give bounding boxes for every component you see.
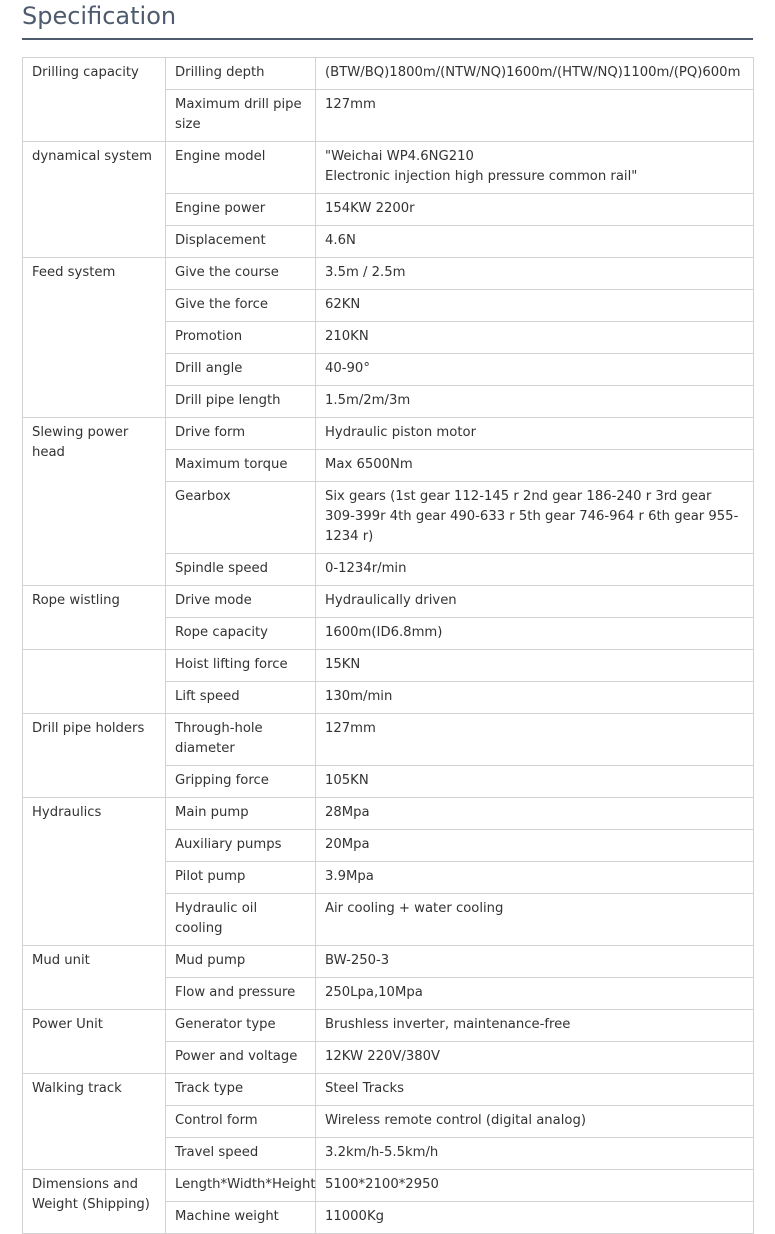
- parameter-value-cell: 3.5m / 2.5m: [316, 258, 754, 290]
- parameter-value-cell: 12KW 220V/380V: [316, 1042, 754, 1074]
- parameter-value-cell: Six gears (1st gear 112-145 r 2nd gear 186-240 r 3rd gear 309-399r 4th gear 490-633 r 5th gear 746-964 r 6th gear 955-1234 r): [316, 482, 754, 554]
- parameter-value-cell: Brushless inverter, maintenance-free: [316, 1010, 754, 1042]
- parameter-value-cell: Hydraulically driven: [316, 586, 754, 618]
- parameter-value-cell: Hydraulic piston motor: [316, 418, 754, 450]
- parameter-value-cell: 1.5m/2m/3m: [316, 386, 754, 418]
- parameter-value-cell: 3.2km/h-5.5km/h: [316, 1138, 754, 1170]
- table-row: [23, 418, 754, 450]
- parameter-name-cell: Gripping force: [166, 766, 316, 798]
- category-cell: Rope wistling: [23, 586, 166, 650]
- parameter-name-cell: Hydraulic oil cooling: [166, 894, 316, 946]
- category-cell: Power Unit: [23, 1010, 166, 1074]
- parameter-value-cell: Air cooling + water cooling: [316, 894, 754, 946]
- parameter-name-cell: Displacement: [166, 226, 316, 258]
- parameter-value-cell: BW-250-3: [316, 946, 754, 978]
- parameter-value-cell: 154KW 2200r: [316, 194, 754, 226]
- table-row: [23, 58, 754, 90]
- parameter-name-cell: Engine model: [166, 142, 316, 194]
- parameter-name-cell: Spindle speed: [166, 554, 316, 586]
- parameter-name-cell: Drill angle: [166, 354, 316, 386]
- parameter-name-cell: Auxiliary pumps: [166, 830, 316, 862]
- table-row: [23, 798, 754, 830]
- parameter-value-cell: 4.6N: [316, 226, 754, 258]
- parameter-value-cell: Max 6500Nm: [316, 450, 754, 482]
- table-row: [23, 1170, 754, 1202]
- parameter-name-cell: Drill pipe length: [166, 386, 316, 418]
- parameter-value-cell: (BTW/BQ)1800m/(NTW/NQ)1600m/(HTW/NQ)1100m/(PQ)600m: [316, 58, 754, 90]
- category-cell: Walking track: [23, 1074, 166, 1170]
- title-bar: [22, 0, 753, 40]
- parameter-name-cell: Give the force: [166, 290, 316, 322]
- parameter-value-cell: 28Mpa: [316, 798, 754, 830]
- category-cell: [23, 650, 166, 714]
- parameter-value-cell: 3.9Mpa: [316, 862, 754, 894]
- parameter-name-cell: Drive mode: [166, 586, 316, 618]
- category-cell: Slewing power head: [23, 418, 166, 586]
- specification-table-body: [23, 58, 754, 1234]
- parameter-value-cell: 40-90°: [316, 354, 754, 386]
- parameter-name-cell: Gearbox: [166, 482, 316, 554]
- category-cell: Drill pipe holders: [23, 714, 166, 798]
- parameter-name-cell: Hoist lifting force: [166, 650, 316, 682]
- parameter-value-cell: 250Lpa,10Mpa: [316, 978, 754, 1010]
- parameter-name-cell: Promotion: [166, 322, 316, 354]
- parameter-name-cell: Through-hole diameter: [166, 714, 316, 766]
- parameter-value-cell: 105KN: [316, 766, 754, 798]
- parameter-name-cell: Track type: [166, 1074, 316, 1106]
- parameter-name-cell: Drive form: [166, 418, 316, 450]
- parameter-value-cell: 127mm: [316, 90, 754, 142]
- page-title: Specification: [22, 2, 177, 30]
- parameter-value-cell: 11000Kg: [316, 1202, 754, 1234]
- parameter-name-cell: Power and voltage: [166, 1042, 316, 1074]
- parameter-name-cell: Control form: [166, 1106, 316, 1138]
- category-cell: Mud unit: [23, 946, 166, 1010]
- parameter-name-cell: Generator type: [166, 1010, 316, 1042]
- table-row: [23, 586, 754, 618]
- parameter-value-cell: 210KN: [316, 322, 754, 354]
- parameter-name-cell: Maximum drill pipe size: [166, 90, 316, 142]
- parameter-value-cell: Steel Tracks: [316, 1074, 754, 1106]
- parameter-name-cell: Pilot pump: [166, 862, 316, 894]
- parameter-name-cell: Machine weight: [166, 1202, 316, 1234]
- category-cell: Drilling capacity: [23, 58, 166, 142]
- table-row: [23, 1010, 754, 1042]
- parameter-value-cell: 0-1234r/min: [316, 554, 754, 586]
- parameter-name-cell: Mud pump: [166, 946, 316, 978]
- parameter-value-cell: 5100*2100*2950: [316, 1170, 754, 1202]
- parameter-value-cell: 1600m(ID6.8mm): [316, 618, 754, 650]
- parameter-name-cell: Length*Width*Height: [166, 1170, 316, 1202]
- category-cell: dynamical system: [23, 142, 166, 258]
- parameter-name-cell: Give the course: [166, 258, 316, 290]
- parameter-value-cell: 62KN: [316, 290, 754, 322]
- table-row: [23, 258, 754, 290]
- parameter-name-cell: Main pump: [166, 798, 316, 830]
- parameter-name-cell: Drilling depth: [166, 58, 316, 90]
- specification-table: [22, 57, 754, 1234]
- parameter-name-cell: Flow and pressure: [166, 978, 316, 1010]
- category-cell: Hydraulics: [23, 798, 166, 946]
- parameter-value-cell: 15KN: [316, 650, 754, 682]
- category-cell: Dimensions and Weight (Shipping): [23, 1170, 166, 1234]
- parameter-name-cell: Travel speed: [166, 1138, 316, 1170]
- table-row: [23, 714, 754, 766]
- category-cell: Feed system: [23, 258, 166, 418]
- table-row: [23, 1074, 754, 1106]
- parameter-name-cell: Maximum torque: [166, 450, 316, 482]
- table-row: [23, 650, 754, 682]
- parameter-name-cell: Lift speed: [166, 682, 316, 714]
- table-row: [23, 946, 754, 978]
- parameter-value-cell: "Weichai WP4.6NG210 Electronic injection high pressure common rail": [316, 142, 754, 194]
- parameter-name-cell: Engine power: [166, 194, 316, 226]
- parameter-value-cell: Wireless remote control (digital analog): [316, 1106, 754, 1138]
- parameter-value-cell: 127mm: [316, 714, 754, 766]
- table-row: [23, 142, 754, 194]
- parameter-value-cell: 130m/min: [316, 682, 754, 714]
- parameter-name-cell: Rope capacity: [166, 618, 316, 650]
- parameter-value-cell: 20Mpa: [316, 830, 754, 862]
